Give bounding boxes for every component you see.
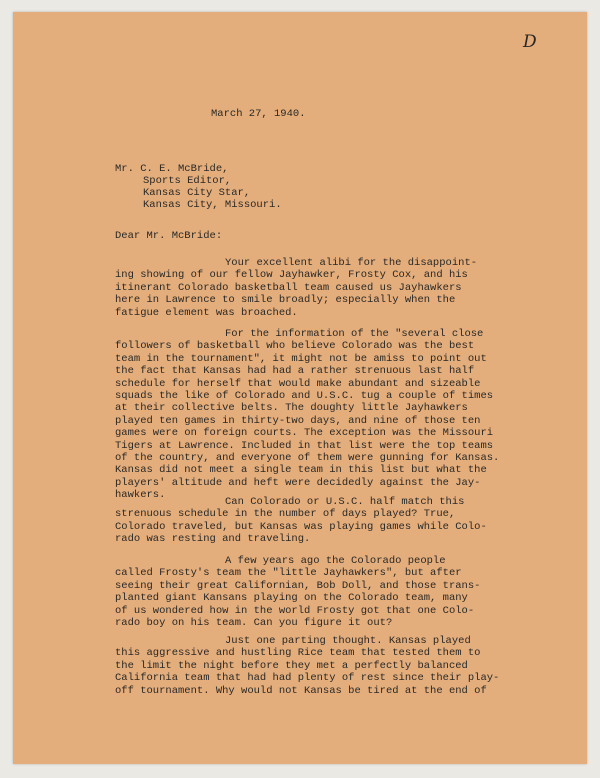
letter-body (13, 12, 500, 697)
paragraph-line: team in the tournament", it might not be amiss to point out (115, 352, 487, 365)
paragraph-first-line: Your excellent alibi for the disappoint- (225, 257, 478, 269)
paragraph-line: ing showing of our fellow Jayhawker, Frosty Cox, and his (115, 269, 468, 282)
paragraph-line: seeing their great Californian, Bob Doll, and those trans- (115, 579, 481, 592)
paragraph-first-line: Just one parting thought. Kansas played (225, 635, 471, 647)
paragraph-line: at their collective belts. The doughty little Jayhawkers (115, 402, 468, 415)
paragraph-line: of us wondered how in the world Frosty got that one Colo- (115, 604, 475, 617)
paragraph-line: this aggressive and hustling Rice team that tested them to (115, 647, 481, 660)
paragraph-line: here in Lawrence to smile broadly; especially when the (115, 294, 456, 307)
paragraph-first-line: For the information of the "several close (225, 328, 484, 340)
paragraph-line: California team that had had plenty of rest since their play- (115, 672, 500, 685)
paragraph-first-line: Can Colorado or U.S.C. half match this (225, 496, 465, 508)
paragraph-line: the fact that Kansas had had a rather strenuous last half (115, 365, 475, 378)
paragraph-first-line: A few years ago the Colorado people (225, 555, 446, 567)
paragraph-line: itinerant Colorado basketball team caused us Jayhawkers (115, 281, 462, 294)
paragraph-line: rado boy on his team. Can you figure it out? (115, 617, 393, 629)
address-line: Mr. C. E. McBride, (115, 163, 229, 175)
paragraph-line: strenuous schedule in the number of days played? True, (115, 508, 456, 521)
address-line: Kansas City, Missouri. (143, 199, 282, 211)
paragraph-line: games were on foreign courts. The exception was the Missouri (115, 427, 494, 440)
paragraph-line: fatigue element was broached. (115, 306, 298, 319)
paragraph-line: of the country, and everyone of them were gunning for Kansas. (115, 452, 500, 464)
paragraph-line: followers of basketball who believe Colorado was the best (115, 340, 475, 353)
paragraph-line: planted giant Kansans playing on the Colorado team, many (115, 592, 468, 605)
paragraph-line: the limit the night before they met a perfectly balanced (115, 659, 468, 672)
paragraph-line: Tigers at Lawrence. Included in that list were the top teams (115, 439, 494, 452)
paragraph-line: off tournament. Why would not Kansas be tired at the end of (115, 684, 487, 697)
paragraph-line: rado was resting and traveling. (115, 533, 311, 546)
letter-date: March 27, 1940. (211, 108, 306, 120)
paragraph-line: schedule for herself that would make abundant and sizeable (115, 377, 481, 390)
address-line: Sports Editor, (143, 175, 232, 187)
paragraph-line: players' altitude and heft were decidedly against the Jay- (115, 476, 481, 489)
paragraph-line: Colorado traveled, but Kansas was playing games while Colo- (115, 520, 487, 533)
letter-page (13, 12, 587, 764)
salutation: Dear Mr. McBride: (115, 230, 223, 242)
paragraph-line: called Frosty's team the "little Jayhawkers", but after (115, 567, 462, 580)
paragraph-line: Kansas did not meet a single team in this list but what the (115, 464, 487, 477)
paragraph-line: hawkers. (115, 489, 166, 502)
paragraph-line: squads the like of Colorado and U.S.C. tug a couple of times (115, 390, 494, 402)
page-mark: D (523, 32, 537, 52)
paragraph-line: played ten games in thirty-two days, and nine of those ten (115, 414, 481, 427)
address-line: Kansas City Star, (143, 187, 251, 199)
